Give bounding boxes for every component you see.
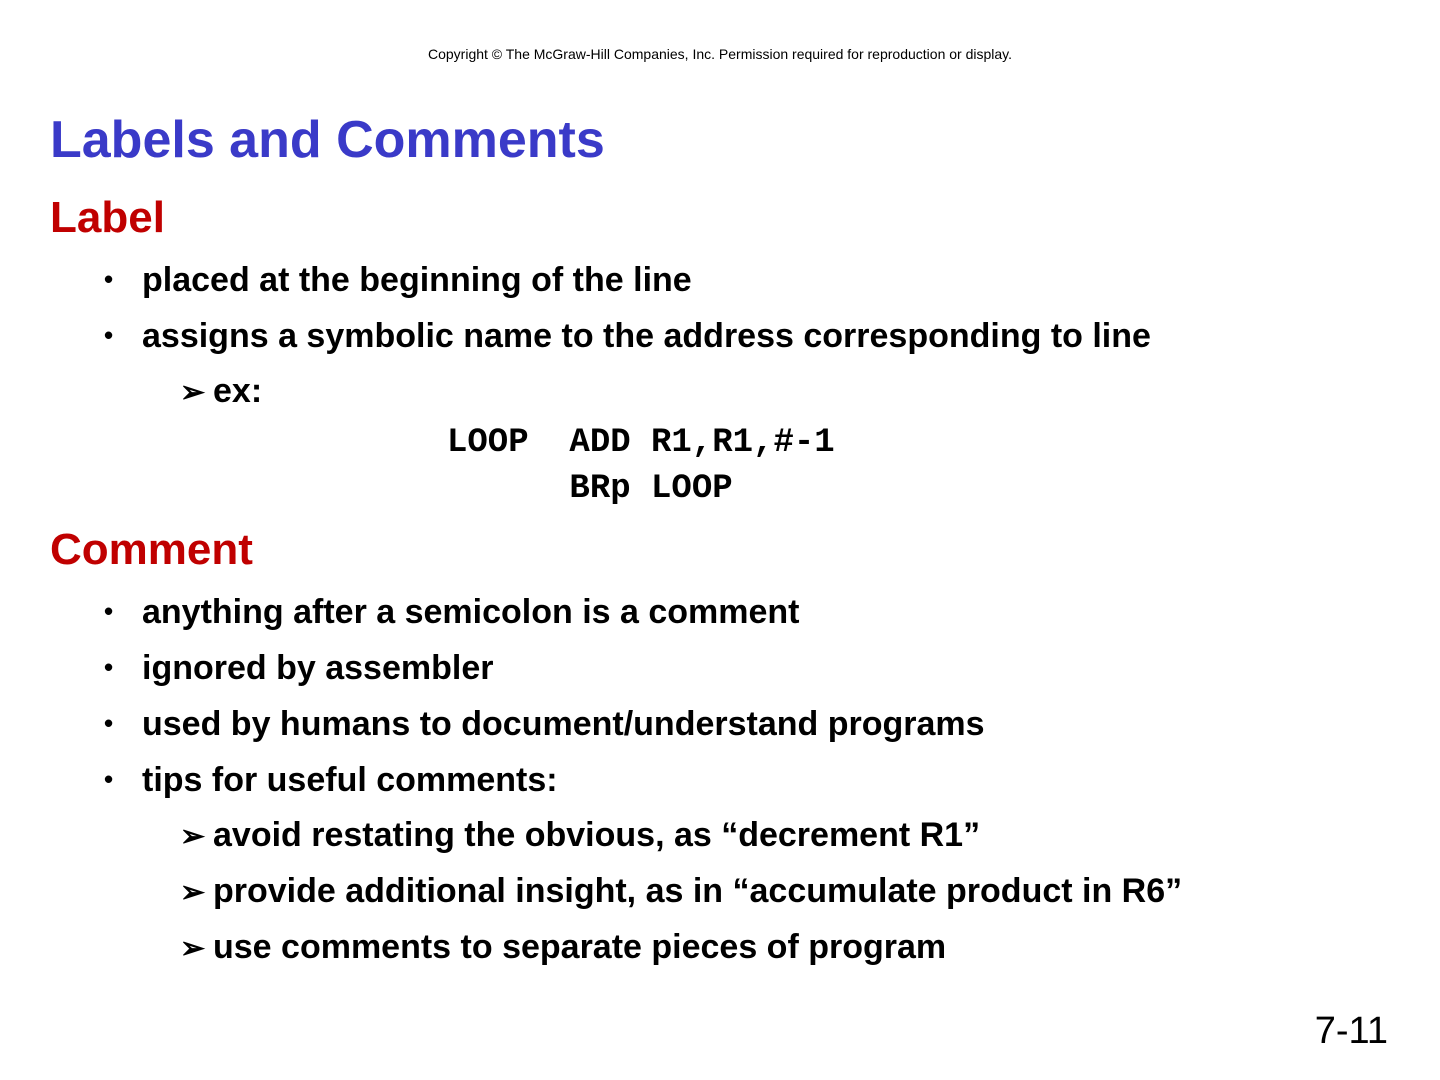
page-number: 7-11 [1314, 1010, 1388, 1052]
bullet-dot-icon: • [104, 764, 114, 794]
code-example [447, 420, 835, 512]
comment-heading: Comment [50, 525, 253, 574]
arrow-bullet-icon: ➢ [180, 820, 206, 853]
tip-item-3 [180, 927, 946, 969]
tip-text: provide additional insight, as in “accumulate product in R6” [213, 872, 1183, 910]
comment-bullet-4 [104, 759, 558, 800]
tip-item-2 [180, 871, 1182, 913]
bullet-dot-icon: • [104, 652, 114, 682]
comment-bullet-3 [104, 703, 985, 744]
label-bullet-2 [104, 315, 1151, 356]
bullet-text: placed at the beginning of the line [142, 261, 692, 299]
tip-text: avoid restating the obvious, as “decrement R1” [213, 816, 981, 854]
bullet-text: tips for useful comments: [142, 761, 558, 799]
comment-bullet-1 [104, 591, 800, 632]
label-heading: Label [50, 193, 165, 242]
bullet-dot-icon: • [104, 596, 114, 626]
code-line: LOOP ADD R1,R1,#-1 [447, 424, 835, 462]
tip-item-1 [180, 815, 980, 857]
bullet-dot-icon: • [104, 320, 114, 350]
tip-text: use comments to separate pieces of program [213, 928, 947, 966]
arrow-bullet-icon: ➢ [180, 876, 206, 909]
bullet-dot-icon: • [104, 264, 114, 294]
bullet-dot-icon: • [104, 708, 114, 738]
bullet-text: assigns a symbolic name to the address corresponding to line [142, 317, 1151, 355]
label-bullet-1 [104, 259, 692, 300]
slide-title: Labels and Comments [50, 111, 605, 169]
example-label: ex: [213, 372, 263, 410]
code-line: BRp LOOP [447, 470, 733, 508]
comment-bullet-2 [104, 647, 493, 688]
bullet-text: used by humans to document/understand programs [142, 705, 985, 743]
arrow-bullet-icon: ➢ [180, 376, 206, 409]
bullet-text: ignored by assembler [142, 649, 494, 687]
bullet-text: anything after a semicolon is a comment [142, 593, 800, 631]
label-example [180, 371, 262, 413]
copyright-notice: Copyright © The McGraw-Hill Companies, Inc. Permission required for reproduction or display. [427, 46, 1013, 62]
arrow-bullet-icon: ➢ [180, 932, 206, 965]
